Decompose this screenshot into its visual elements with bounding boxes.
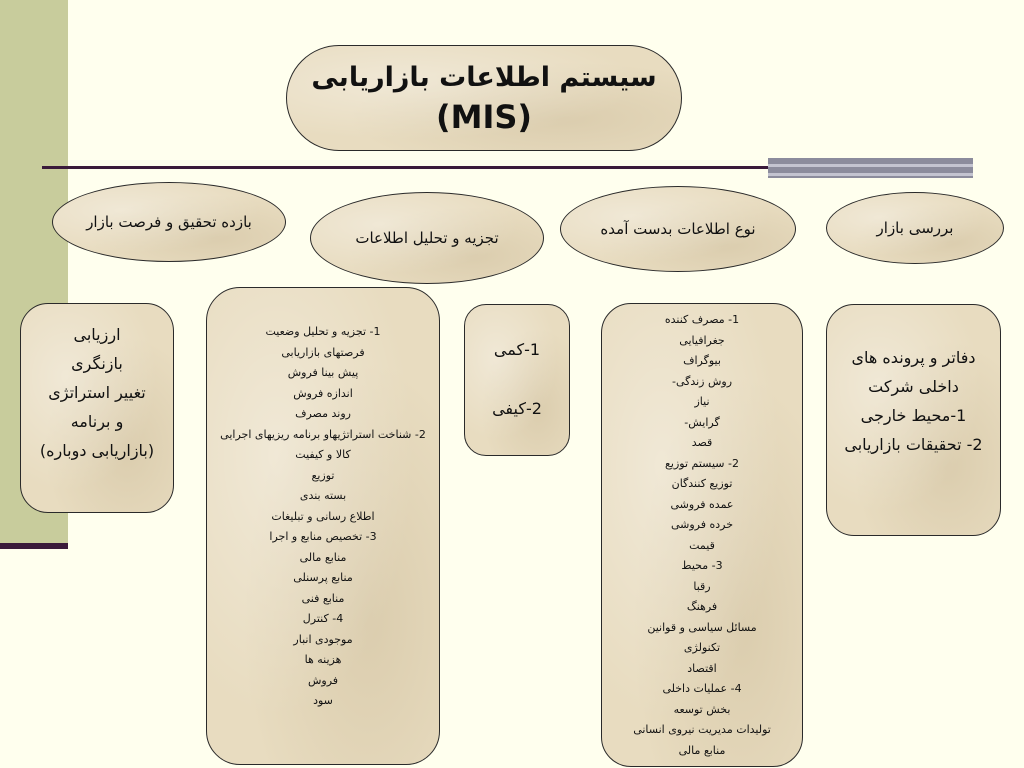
box-analysis xyxy=(206,287,440,765)
page-subtitle: (MIS) xyxy=(435,98,533,136)
header-market-review-label: بررسی بازار xyxy=(876,219,954,237)
list-item: ارزیابی xyxy=(73,325,121,344)
box-evaluation xyxy=(20,303,174,513)
list-item: توزیع xyxy=(311,468,335,482)
list-item: تغییر استراتژی xyxy=(48,383,146,402)
list-item: بسته بندی xyxy=(299,489,347,502)
list-item: سود xyxy=(313,694,333,707)
list-item: موجودی انبار xyxy=(293,632,353,646)
header-market-review xyxy=(826,192,1004,264)
list-item: اقتصاد xyxy=(687,661,717,675)
list-item: توزیع کنندگان xyxy=(671,477,733,490)
list-item: 1-محیط خارجی xyxy=(860,406,967,425)
header-analysis-label: تجزیه و تحلیل اطلاعات xyxy=(355,229,499,247)
box-quant-qual xyxy=(464,304,570,456)
list-item: منابع مالی xyxy=(299,550,347,564)
list-item: عمده فروشی xyxy=(670,497,734,511)
list-item: 1- تجزیه و تحلیل وضعیت xyxy=(265,325,381,338)
sidebar-divider xyxy=(0,543,68,549)
list-item: تکنولژی xyxy=(683,641,721,654)
list-item: (بازاریابی دوباره) xyxy=(39,441,155,460)
list-item: روند مصرف xyxy=(295,407,351,420)
list-item: 2- تحقیقات بازاریابی xyxy=(844,435,983,454)
box-info-type xyxy=(601,303,803,767)
page-title: سیستم اطلاعات بازاریابی xyxy=(311,62,657,93)
list-item: فرهنگ xyxy=(686,600,718,613)
header-analysis xyxy=(310,192,544,284)
list-item: خرده فروشی xyxy=(670,518,734,531)
header-opportunity xyxy=(52,182,286,262)
list-item: منابع مالی xyxy=(678,743,726,757)
list-item: 3- محیط xyxy=(681,559,723,572)
box-market-review xyxy=(826,304,1001,536)
list-item: داخلی شرکت xyxy=(868,377,959,396)
list-item: 2- شناخت استراتژیهاو برنامه ریزیهای اجرایی xyxy=(220,427,426,441)
list-item: 3- تخصیص منابع و اجرا xyxy=(269,530,377,543)
list-item: پیش بینا فروش xyxy=(287,366,359,379)
list-item: دفاتر و پرونده های xyxy=(851,348,976,367)
list-item: فرصتهای بازاریابی xyxy=(281,345,365,359)
list-item: فروش xyxy=(307,673,339,687)
list-item: 4- عملیات داخلی xyxy=(662,682,742,695)
list-item: 1-کمی xyxy=(493,340,541,359)
list-item: 2-کیفی xyxy=(492,399,542,418)
list-item: نیاز xyxy=(694,395,710,408)
list-item: قیمت xyxy=(689,538,715,552)
header-info-type-label: نوع اطلاعات بدست آمده xyxy=(600,220,756,238)
header-info-type xyxy=(560,186,796,272)
list-item: منابع پرسنلی xyxy=(293,571,353,584)
title-oval xyxy=(286,45,682,151)
list-item: 1- مصرف کننده xyxy=(664,313,740,326)
list-item: بیوگراف xyxy=(683,354,721,367)
list-item: رقبا xyxy=(693,579,711,593)
list-item: هزینه ها xyxy=(304,653,342,666)
list-item: کالا و کیفیت xyxy=(295,448,351,461)
header-opportunity-label: بازده تحقیق و فرصت بازار xyxy=(86,213,252,231)
list-item: تولیدات مدیریت نیروی انسانی xyxy=(633,723,771,736)
decorative-stripes xyxy=(768,158,973,178)
list-item: اندازه فروش xyxy=(293,386,353,400)
list-item: اطلاع رسانی و تبلیغات xyxy=(271,509,375,523)
list-item: 2- سیستم توزیع xyxy=(665,456,739,470)
list-item: بازنگری xyxy=(71,354,123,373)
list-item: مسائل سیاسی و قوانین xyxy=(647,620,757,634)
list-item: جغرافیایی xyxy=(679,333,725,347)
list-item: گرایش- xyxy=(684,415,720,429)
list-item: قصد xyxy=(691,436,713,449)
list-item: روش زندگی- xyxy=(671,374,733,388)
list-item: منابع فنی xyxy=(301,591,345,605)
list-item: 4- کنترل xyxy=(302,612,344,625)
list-item: بخش توسعه xyxy=(673,702,731,716)
list-item: و برنامه xyxy=(70,412,124,431)
